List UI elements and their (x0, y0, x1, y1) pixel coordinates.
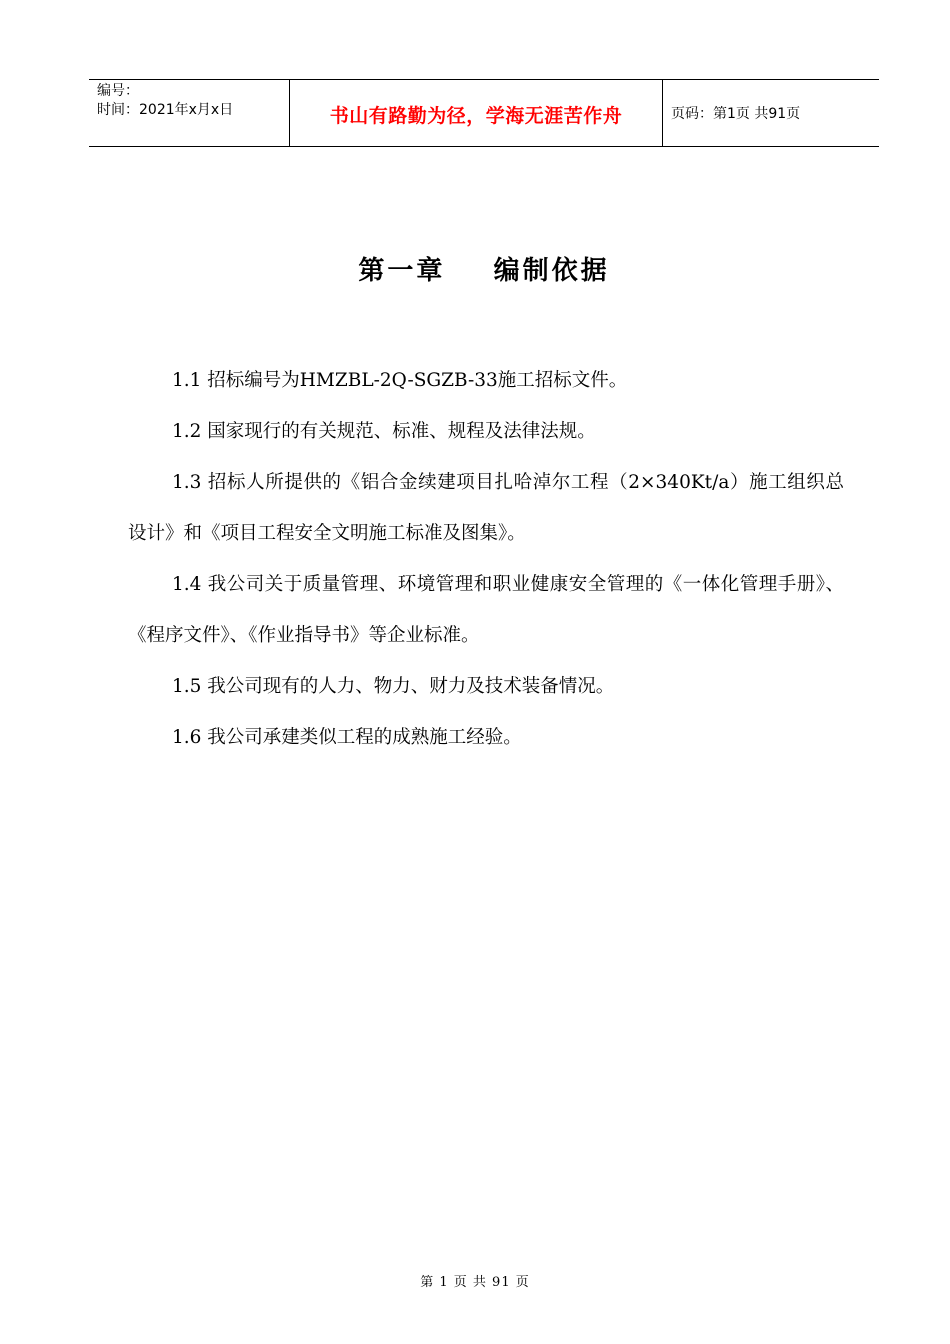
header-page-cell (663, 80, 879, 146)
header-code-label: 编号： (97, 83, 139, 99)
page-footer: 第 1 页 共 91 页 (420, 1275, 530, 1290)
paragraph-1-3: 1.3 招标人所提供的《铝合金续建项目扎哈淖尔工程（2×340Kt/a）施工组织总设计》和《项目工程安全文明施工标准及图集》。 (128, 472, 844, 544)
paragraph-1-1: 1.1 招标编号为HMZBL-2Q-SGZB-33施工招标文件。 (172, 370, 628, 391)
header-page-info: 页码：第1页 共91页 (671, 106, 801, 122)
document-body (128, 355, 844, 763)
document-header (89, 79, 879, 147)
header-time-label: 时间：2021年x月x日 (97, 102, 234, 118)
chapter-title: 第一章 编制依据 (358, 256, 610, 286)
header-meta-cell (89, 80, 290, 146)
header-motto: 书山有路勤为径，学海无涯苦作舟 (329, 104, 623, 127)
paragraph-1-6: 1.6 我公司承建类似工程的成熟施工经验。 (172, 727, 522, 748)
header-motto-cell (290, 80, 663, 146)
paragraph-1-2: 1.2 国家现行的有关规范、标准、规程及法律法规。 (172, 421, 596, 442)
paragraph-1-5: 1.5 我公司现有的人力、物力、财力及技术装备情况。 (172, 676, 615, 697)
paragraph-1-4: 1.4 我公司关于质量管理、环境管理和职业健康安全管理的《一体化管理手册》、《程序文件》、《作业指导书》等企业标准。 (128, 574, 844, 646)
